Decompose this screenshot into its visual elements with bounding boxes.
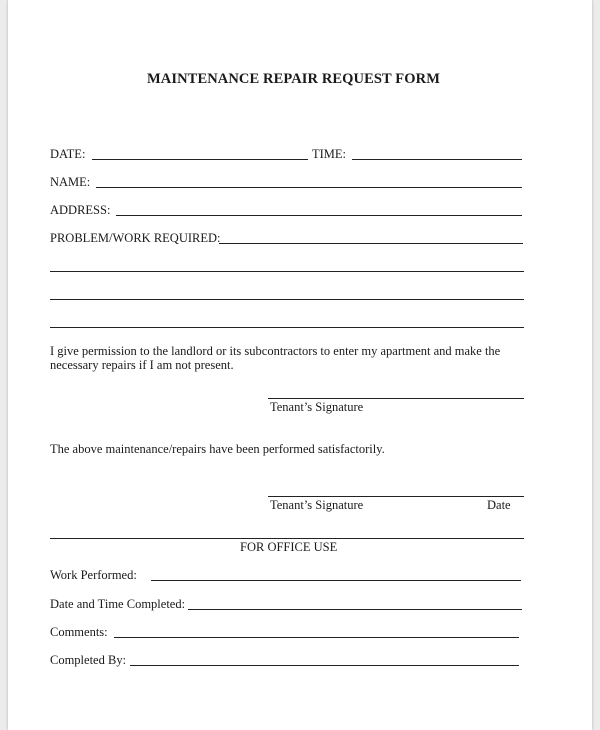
work-performed-field[interactable] (151, 580, 521, 581)
time-label: TIME: (312, 147, 347, 161)
office-use-divider (50, 538, 524, 539)
performed-statement: The above maintenance/repairs have been performed satisfactorily. (50, 442, 385, 456)
name-field[interactable] (96, 187, 522, 188)
comments-field[interactable] (114, 637, 519, 638)
permission-text-line-1: I give permission to the landlord or its subcontractors to enter my apartment and make the (50, 344, 501, 358)
tenant-signature-caption-2: Tenant’s Signature (270, 498, 364, 512)
date-caption: Date (487, 498, 511, 512)
form-title: MAINTENANCE REPAIR REQUEST FORM (147, 71, 440, 87)
address-field[interactable] (116, 215, 522, 216)
tenant-signature-line-1[interactable] (268, 398, 524, 399)
problem-line-3[interactable] (50, 299, 524, 300)
completed-by-label: Completed By: (50, 653, 127, 667)
date-field[interactable] (92, 159, 308, 160)
date-label: DATE: (50, 147, 86, 161)
office-use-heading: FOR OFFICE USE (240, 540, 338, 554)
document-page (8, 0, 592, 730)
work-performed-label: Work Performed: (50, 568, 137, 582)
problem-line-2[interactable] (50, 271, 524, 272)
name-label: NAME: (50, 175, 91, 189)
problem-label: PROBLEM/WORK REQUIRED: (50, 231, 221, 245)
tenant-signature-caption-1: Tenant’s Signature (270, 400, 364, 414)
date-time-completed-field[interactable] (188, 609, 522, 610)
comments-label: Comments: (50, 625, 108, 639)
date-time-completed-label: Date and Time Completed: (50, 597, 186, 611)
problem-line-4[interactable] (50, 327, 524, 328)
completed-by-field[interactable] (130, 665, 519, 666)
permission-text-line-2: necessary repairs if I am not present. (50, 358, 234, 372)
problem-field[interactable] (219, 243, 523, 244)
address-label: ADDRESS: (50, 203, 111, 217)
time-field[interactable] (352, 159, 522, 160)
tenant-signature-line-2[interactable] (268, 496, 524, 497)
